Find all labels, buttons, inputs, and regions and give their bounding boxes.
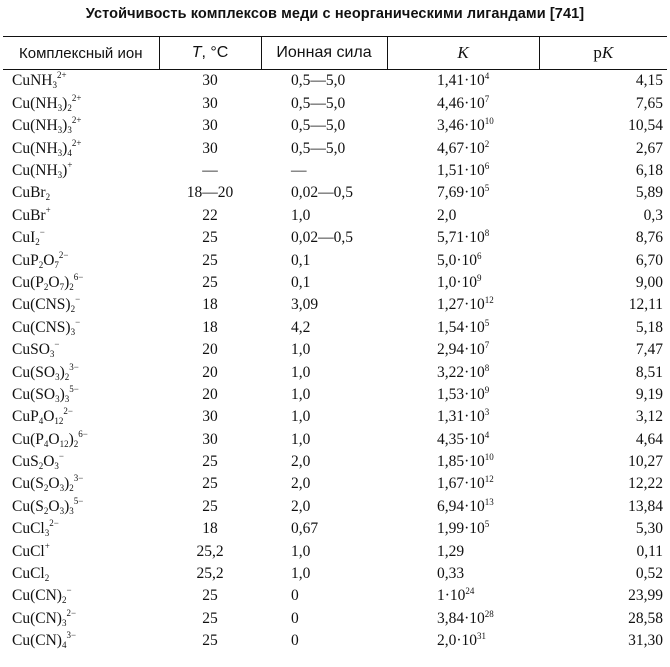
cell-k xyxy=(387,115,539,137)
cell-temperature: 30 xyxy=(202,139,218,157)
cell-ionic-strength: 0,5—5,0 xyxy=(291,94,346,112)
cell-temperature: 25 xyxy=(202,497,218,515)
cell-k xyxy=(387,137,539,159)
cell-ionic-strength: — xyxy=(291,162,307,179)
k-times-ten: ·10 xyxy=(464,162,485,179)
table-row xyxy=(3,227,667,249)
cell-k xyxy=(387,563,539,585)
cell-ionic-strength: 2,0 xyxy=(291,475,311,493)
table-row xyxy=(3,182,667,204)
cell-ionic-strength: 1,0 xyxy=(291,408,311,426)
cell-k xyxy=(387,272,539,294)
cell-k xyxy=(387,406,539,428)
cell-pk: 0,11 xyxy=(636,542,663,560)
k-value xyxy=(437,408,489,425)
cell-temperature: 25 xyxy=(202,251,218,269)
cell-complex-ion xyxy=(3,495,159,517)
k-value xyxy=(437,565,464,582)
cell-temperature: 18 xyxy=(202,318,218,336)
k-value xyxy=(437,520,489,537)
cell-complex-ion xyxy=(3,339,159,361)
cell-complex-ion xyxy=(3,607,159,629)
ion-formula: CuSO$_3$− xyxy=(12,339,60,360)
cell-complex-ion xyxy=(3,160,159,182)
cell-pk: 3,12 xyxy=(635,408,663,426)
k-value xyxy=(437,140,489,157)
ion-formula: CuBr$_2$ xyxy=(12,184,51,203)
table-row xyxy=(3,316,667,338)
k-mantissa: 3,46 xyxy=(437,117,465,135)
cell-k xyxy=(387,428,539,450)
k-value xyxy=(437,117,494,134)
table-row xyxy=(3,294,667,316)
k-value xyxy=(437,386,489,403)
cell-complex-ion xyxy=(3,249,159,271)
cell-complex-ion xyxy=(3,294,159,316)
header-temperature xyxy=(159,37,261,70)
ion-formula: $Cu(NH_3)_2^{2+}$ xyxy=(12,92,82,113)
cell-pk: 5,89 xyxy=(635,184,663,202)
table-row xyxy=(3,249,667,271)
header-pk xyxy=(539,37,667,70)
table-row xyxy=(3,630,667,652)
cell-complex-ion xyxy=(3,585,159,607)
table-row xyxy=(3,518,667,540)
cell-pk: 10,27 xyxy=(628,453,663,471)
cell-temperature: 20 xyxy=(202,385,218,403)
k-value xyxy=(437,610,494,627)
ion-formula: $Cu(CN)_3^{2-}$ xyxy=(12,607,77,628)
k-times-ten: ·10 xyxy=(464,453,485,471)
ion-formula: CuCl$_3^{2-}$ xyxy=(12,518,59,539)
k-times-ten: ·10 xyxy=(464,72,485,90)
k-times-ten: ·10 xyxy=(464,318,485,336)
k-exponent: 5 xyxy=(484,317,490,328)
table-row xyxy=(3,607,667,629)
cell-pk: 5,18 xyxy=(635,318,663,336)
k-times-ten: ·10 xyxy=(464,609,485,627)
header-ionic-strength: Ионная сила xyxy=(261,37,387,70)
k-value xyxy=(437,453,494,470)
cell-ionic-strength: 1,0 xyxy=(291,363,311,381)
table-row xyxy=(3,160,667,182)
k-times-ten: ·10 xyxy=(464,385,485,403)
ion-formula: CuNH$_3^{2+}$ xyxy=(12,70,67,91)
k-times-ten: ·10 xyxy=(444,587,466,605)
k-value xyxy=(437,319,489,336)
ion-formula: $CuP_4O_{12}^{2-}$ xyxy=(12,406,73,427)
k-value xyxy=(437,207,456,224)
cell-temperature: 25 xyxy=(202,475,218,493)
k-exponent: 7 xyxy=(484,340,490,351)
cell-pk: 7,47 xyxy=(635,341,663,359)
cell-temperature: 18 xyxy=(202,520,218,538)
k-times-ten: ·10 xyxy=(456,273,478,291)
k-mantissa: 1,99 xyxy=(437,520,465,538)
k-mantissa: 1,27 xyxy=(437,296,465,314)
cell-k xyxy=(387,204,539,226)
k-mantissa: 5,71 xyxy=(437,229,465,247)
table-header-row xyxy=(3,37,667,70)
k-exponent: 28 xyxy=(484,608,494,619)
table-row xyxy=(3,540,667,562)
k-value xyxy=(437,364,489,381)
k-value xyxy=(437,274,482,291)
cell-temperature: 30 xyxy=(202,408,218,426)
k-mantissa: 0,33 xyxy=(437,565,465,583)
cell-pk: 23,99 xyxy=(628,587,663,605)
cell-ionic-strength: 0,5—5,0 xyxy=(291,117,346,135)
k-exponent: 8 xyxy=(484,228,490,239)
cell-complex-ion xyxy=(3,361,159,383)
k-exponent: 4 xyxy=(484,429,490,440)
cell-temperature: 30 xyxy=(202,94,218,112)
k-times-ten: ·10 xyxy=(464,341,485,359)
k-exponent: 12 xyxy=(484,295,494,306)
cell-temperature: 25 xyxy=(202,273,218,291)
cell-pk: 9,00 xyxy=(635,273,663,291)
k-exponent: 9 xyxy=(484,384,490,395)
k-mantissa: 3,84 xyxy=(437,609,465,627)
cell-ionic-strength: 0,5—5,0 xyxy=(291,72,346,90)
cell-complex-ion xyxy=(3,428,159,450)
cell-temperature: 30 xyxy=(202,117,218,135)
k-value xyxy=(437,184,489,201)
k-mantissa: 4,46 xyxy=(437,94,465,112)
cell-k xyxy=(387,451,539,473)
k-value xyxy=(437,341,489,358)
ion-formula: CuCl+ xyxy=(12,540,50,560)
cell-pk: 12,11 xyxy=(628,296,663,314)
k-value xyxy=(437,296,494,313)
cell-complex-ion xyxy=(3,540,159,562)
cell-k xyxy=(387,473,539,495)
cell-k xyxy=(387,294,539,316)
ion-formula: $Cu(NH_3)_4^{2+}$ xyxy=(12,137,82,158)
k-mantissa: 2,0 xyxy=(437,206,457,224)
k-mantissa: 1 xyxy=(437,587,445,605)
cell-complex-ion xyxy=(3,406,159,428)
cell-pk: 6,70 xyxy=(635,251,663,269)
cell-complex-ion xyxy=(3,563,159,585)
k-exponent: 31 xyxy=(477,631,487,642)
k-value xyxy=(437,162,489,179)
table-row xyxy=(3,428,667,450)
k-mantissa: 1,41 xyxy=(437,72,465,90)
cell-k xyxy=(387,383,539,405)
k-exponent: 9 xyxy=(477,272,482,283)
cell-pk: 0,52 xyxy=(635,565,663,583)
cell-pk: 6,18 xyxy=(635,162,663,179)
ion-formula: $Cu(P_4O_{12})_2^{6-}$ xyxy=(12,428,88,449)
table-row xyxy=(3,361,667,383)
k-mantissa: 1,67 xyxy=(437,475,465,493)
ion-formula: $Cu(CNS)_2^-$ xyxy=(12,294,81,315)
cell-complex-ion xyxy=(3,137,159,159)
cell-temperature: 25 xyxy=(202,453,218,471)
k-mantissa: 5,0 xyxy=(437,251,457,269)
cell-k xyxy=(387,160,539,182)
cell-ionic-strength: 4,2 xyxy=(291,318,311,336)
k-exponent: 5 xyxy=(484,519,490,530)
cell-complex-ion xyxy=(3,70,159,93)
cell-ionic-strength: 0,5—5,0 xyxy=(291,139,346,157)
header-temperature-symbol: T xyxy=(191,44,202,61)
cell-ionic-strength: 0 xyxy=(291,609,299,627)
k-exponent: 2 xyxy=(484,138,490,149)
cell-ionic-strength: 1,0 xyxy=(291,565,311,583)
cell-temperature: 30 xyxy=(202,72,218,90)
cell-pk: 9,19 xyxy=(635,385,663,403)
table-row xyxy=(3,204,667,226)
ion-formula: CuBr+ xyxy=(12,204,51,224)
cell-ionic-strength: 0,1 xyxy=(291,251,311,269)
k-mantissa: 1,53 xyxy=(437,385,465,403)
ion-formula: $Cu(NH_3)^+$ xyxy=(12,160,73,180)
cell-ionic-strength: 0 xyxy=(291,632,299,650)
cell-ionic-strength: 3,09 xyxy=(291,296,319,314)
k-mantissa: 1,54 xyxy=(437,318,465,336)
table-row xyxy=(3,473,667,495)
cell-ionic-strength: 0,02—0,5 xyxy=(291,229,353,247)
k-times-ten: ·10 xyxy=(456,632,478,650)
cell-complex-ion xyxy=(3,316,159,338)
cell-ionic-strength: 1,0 xyxy=(291,430,311,448)
ion-formula: $Cu(SO_3)_3^{5-}$ xyxy=(12,383,79,404)
cell-k xyxy=(387,585,539,607)
k-times-ten: ·10 xyxy=(464,520,485,538)
cell-pk: 2,67 xyxy=(635,139,663,157)
k-exponent: 8 xyxy=(484,362,490,373)
cell-k xyxy=(387,630,539,652)
k-mantissa: 1,51 xyxy=(437,162,465,179)
table-row xyxy=(3,585,667,607)
ion-formula: CuI$_2$− xyxy=(12,227,45,248)
cell-complex-ion xyxy=(3,473,159,495)
cell-ionic-strength: 0,1 xyxy=(291,273,311,291)
table-row xyxy=(3,272,667,294)
cell-ionic-strength: 0,02—0,5 xyxy=(291,184,353,202)
cell-pk: 7,65 xyxy=(635,94,663,112)
cell-ionic-strength: 0 xyxy=(291,587,299,605)
k-mantissa: 7,69 xyxy=(437,184,465,202)
cell-temperature: 25,2 xyxy=(196,565,224,583)
cell-pk: 4,64 xyxy=(635,430,663,448)
cell-temperature: 25 xyxy=(202,609,218,627)
k-exponent: 4 xyxy=(484,71,490,82)
k-mantissa: 1,0 xyxy=(437,273,457,291)
cell-k xyxy=(387,495,539,517)
k-exponent: 13 xyxy=(484,496,494,507)
cell-pk: 31,30 xyxy=(628,632,663,650)
ion-formula: $Cu(CNS)_3^-$ xyxy=(12,316,81,337)
header-k: K xyxy=(387,37,539,70)
k-value xyxy=(437,498,494,515)
k-times-ten: ·10 xyxy=(464,363,485,381)
cell-ionic-strength: 1,0 xyxy=(291,206,311,224)
cell-ionic-strength: 1,0 xyxy=(291,385,311,403)
cell-temperature: 20 xyxy=(202,341,218,359)
cell-complex-ion xyxy=(3,204,159,226)
k-value xyxy=(437,475,494,492)
ion-formula: CuCl$_2$ xyxy=(12,565,50,584)
k-times-ten: ·10 xyxy=(464,430,485,448)
table-row xyxy=(3,563,667,585)
page-title: Устойчивость комплексов меди с неорганическими лигандами [741] xyxy=(85,6,585,22)
k-exponent: 10 xyxy=(484,116,494,127)
k-mantissa: 4,35 xyxy=(437,430,465,448)
cell-temperature: 25 xyxy=(202,632,218,650)
cell-k xyxy=(387,182,539,204)
k-times-ten: ·10 xyxy=(464,117,485,135)
k-mantissa: 1,85 xyxy=(437,453,465,471)
k-value xyxy=(437,95,489,112)
cell-ionic-strength: 1,0 xyxy=(291,542,311,560)
k-times-ten: ·10 xyxy=(464,408,485,426)
cell-complex-ion xyxy=(3,227,159,249)
k-times-ten: ·10 xyxy=(464,139,485,157)
k-value xyxy=(437,543,464,560)
table-row xyxy=(3,383,667,405)
cell-complex-ion xyxy=(3,518,159,540)
cell-complex-ion xyxy=(3,115,159,137)
cell-k xyxy=(387,339,539,361)
cell-k xyxy=(387,518,539,540)
table-row xyxy=(3,70,667,93)
k-exponent: 6 xyxy=(484,161,490,171)
k-times-ten: ·10 xyxy=(464,184,485,202)
cell-k xyxy=(387,92,539,114)
k-mantissa: 4,67 xyxy=(437,139,465,157)
cell-complex-ion xyxy=(3,383,159,405)
k-times-ten: ·10 xyxy=(464,229,485,247)
ion-formula: $CuS_2O_3^-$ xyxy=(12,451,64,472)
cell-temperature: — xyxy=(202,162,218,179)
ion-formula: $Cu(NH_3)_3^{2+}$ xyxy=(12,115,82,136)
cell-pk: 28,58 xyxy=(628,609,663,627)
cell-temperature: 22 xyxy=(202,206,218,224)
ion-formula: $Cu(S_2O_3)_3^{5-}$ xyxy=(12,495,84,516)
k-exponent: 7 xyxy=(484,93,490,104)
ion-formula: $Cu(S_2O_3)_2^{3-}$ xyxy=(12,473,84,494)
k-exponent: 5 xyxy=(484,183,490,194)
table-row xyxy=(3,137,667,159)
k-mantissa: 3,22 xyxy=(437,363,465,381)
cell-pk: 0,3 xyxy=(643,206,663,224)
ion-formula: $Cu(CN)_4^{3-}$ xyxy=(12,630,77,651)
k-value xyxy=(437,632,486,649)
table-row xyxy=(3,451,667,473)
cell-pk: 8,76 xyxy=(635,229,663,247)
header-temperature-unit: , °C xyxy=(201,44,229,61)
header-pk-symbol: K xyxy=(601,43,614,62)
cell-complex-ion xyxy=(3,272,159,294)
k-mantissa: 1,29 xyxy=(437,542,465,560)
cell-k xyxy=(387,316,539,338)
ion-formula: $CuP_2O_7^{2-}$ xyxy=(12,249,69,270)
ion-formula: $Cu(P_2O_7)_2^{6-}$ xyxy=(12,271,84,292)
table-row xyxy=(3,495,667,517)
cell-k xyxy=(387,607,539,629)
cell-complex-ion xyxy=(3,630,159,652)
cell-temperature: 20 xyxy=(202,363,218,381)
cell-pk: 5,30 xyxy=(635,520,663,538)
cell-ionic-strength: 1,0 xyxy=(291,341,311,359)
stability-constants-table xyxy=(3,36,667,652)
cell-temperature: 25 xyxy=(202,229,218,247)
cell-complex-ion xyxy=(3,182,159,204)
k-times-ten: ·10 xyxy=(464,497,485,515)
cell-k xyxy=(387,540,539,562)
cell-pk: 12,22 xyxy=(628,475,663,493)
ion-formula: $Cu(SO_3)_2^{3-}$ xyxy=(12,361,79,382)
k-value xyxy=(437,252,482,269)
table-body xyxy=(3,70,667,653)
k-exponent: 10 xyxy=(484,452,494,463)
cell-pk: 13,84 xyxy=(628,497,663,515)
k-times-ten: ·10 xyxy=(464,475,485,493)
cell-ionic-strength: 2,0 xyxy=(291,453,311,471)
k-value xyxy=(437,229,489,246)
k-value xyxy=(437,72,489,89)
k-times-ten: ·10 xyxy=(456,251,478,269)
cell-k xyxy=(387,361,539,383)
ion-formula: $Cu(CN)_2^-$ xyxy=(12,585,72,606)
k-exponent: 24 xyxy=(465,586,475,597)
k-value xyxy=(437,587,474,604)
k-exponent: 3 xyxy=(484,407,490,418)
k-times-ten: ·10 xyxy=(464,94,485,112)
cell-k xyxy=(387,227,539,249)
cell-temperature: 18 xyxy=(202,296,218,314)
k-value xyxy=(437,431,489,448)
cell-temperature: 18—20 xyxy=(186,184,234,202)
cell-complex-ion xyxy=(3,451,159,473)
cell-k xyxy=(387,70,539,93)
cell-pk: 4,15 xyxy=(635,72,663,90)
cell-ionic-strength: 2,0 xyxy=(291,497,311,515)
cell-pk: 10,54 xyxy=(628,117,663,135)
cell-temperature: 25,2 xyxy=(196,542,224,560)
k-times-ten: ·10 xyxy=(464,296,485,314)
table-row xyxy=(3,92,667,114)
header-complex-ion: Комплексный ион xyxy=(3,37,159,70)
table-row xyxy=(3,406,667,428)
k-mantissa: 1,31 xyxy=(437,408,465,426)
table-row xyxy=(3,115,667,137)
cell-temperature: 30 xyxy=(202,430,218,448)
k-mantissa: 2,94 xyxy=(437,341,465,359)
cell-pk: 8,51 xyxy=(635,363,663,381)
cell-complex-ion xyxy=(3,92,159,114)
k-exponent: 12 xyxy=(484,474,494,485)
k-mantissa: 2,0 xyxy=(437,632,457,650)
cell-k xyxy=(387,249,539,271)
header-pk-prefix: p xyxy=(593,43,602,62)
k-exponent: 6 xyxy=(477,250,482,261)
k-mantissa: 6,94 xyxy=(437,497,465,515)
cell-ionic-strength: 0,67 xyxy=(291,520,319,538)
table-row xyxy=(3,339,667,361)
cell-temperature: 25 xyxy=(202,587,218,605)
